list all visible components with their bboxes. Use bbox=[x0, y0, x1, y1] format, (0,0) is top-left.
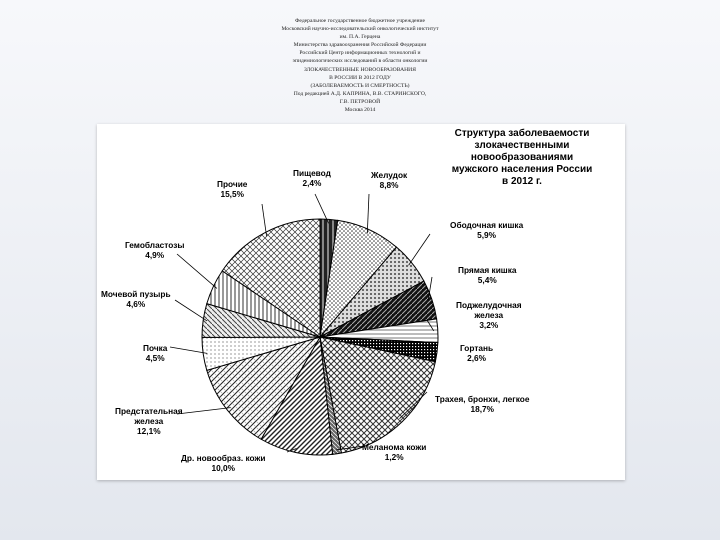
slice-label-value: 15,5% bbox=[220, 189, 244, 199]
header-line: Московский научно-исследовательский онкологический институт bbox=[281, 26, 439, 33]
slice-label-value: 4,6% bbox=[126, 299, 146, 309]
chart-title-line: мужского населения России bbox=[451, 164, 593, 175]
slice-label-value: 18,7% bbox=[470, 404, 494, 414]
slice-label-value: 5,9% bbox=[477, 230, 497, 240]
slice-label-value: 12,1% bbox=[137, 426, 161, 436]
slice-label-name: Трахея, бронхи, легкое bbox=[435, 394, 530, 404]
slice-label bbox=[125, 240, 184, 260]
slice-label bbox=[115, 406, 183, 436]
slice-label-value: 5,4% bbox=[477, 275, 497, 285]
header-line: Москва 2014 bbox=[344, 107, 376, 114]
slice-label-name: Желудок bbox=[371, 170, 408, 180]
header-line: Под редакцией А.Д. КАПРИНА, В.В. СТАРИНСКОГО, bbox=[293, 90, 427, 97]
slice-label-value: 2,6% bbox=[467, 353, 487, 363]
source-header bbox=[230, 17, 490, 114]
slice-label-name: Предстательная bbox=[115, 406, 183, 416]
slice-label bbox=[143, 343, 167, 363]
slice-label-name: Гемобластозы bbox=[125, 240, 185, 250]
slice-label-name: Почка bbox=[143, 343, 168, 353]
slice-label bbox=[362, 442, 426, 462]
slice-label-value: 8,8% bbox=[379, 180, 399, 190]
leader-line bbox=[177, 408, 231, 414]
slice-label-value: 3,2% bbox=[479, 320, 499, 330]
header-line: Федеральное государственное бюджетное учреждение bbox=[295, 18, 425, 24]
slice-label-name: Гортань bbox=[460, 343, 494, 353]
header-line: им. П.А. Герцена bbox=[339, 34, 381, 41]
slice-label-value: 2,4% bbox=[302, 178, 322, 188]
leader-line bbox=[170, 347, 207, 353]
slice-label-name: Пищевод bbox=[293, 168, 331, 178]
slice-label-value: 1,2% bbox=[384, 452, 404, 462]
header-line: Г.В. ПЕТРОВОЙ bbox=[339, 98, 381, 105]
chart-title-line: в 2012 г. bbox=[502, 176, 542, 187]
slice-label bbox=[217, 179, 247, 199]
header-line: Министерства здравоохранения Российской Федерации bbox=[293, 42, 427, 49]
chart-title-line: злокачественными новообразованиями bbox=[470, 140, 574, 163]
leader-line bbox=[409, 234, 430, 265]
header-line: эпидемиологических исследований в области онкологии bbox=[292, 58, 428, 65]
slice-label-value: 4,9% bbox=[145, 250, 165, 260]
slice-label bbox=[458, 265, 517, 285]
chart-panel bbox=[97, 124, 625, 480]
slice-label-name: Поджелудочная bbox=[456, 300, 522, 310]
slice-label bbox=[293, 168, 331, 188]
slice-label bbox=[181, 453, 265, 473]
slice-label-name: железа bbox=[474, 310, 504, 320]
header-line: ЗЛОКАЧЕСТВЕННЫЕ НОВООБРАЗОВАНИЯ bbox=[304, 66, 416, 73]
slice-label-value: 10,0% bbox=[211, 463, 235, 473]
slice-label bbox=[460, 343, 493, 363]
leader-line bbox=[367, 194, 369, 233]
slice-label-name: Прочие bbox=[217, 179, 248, 189]
slice-label-name: железа bbox=[134, 416, 164, 426]
slice-label-name: Мочевой пузырь bbox=[101, 289, 171, 299]
chart-title bbox=[427, 128, 617, 188]
slice-label-value: 4,5% bbox=[145, 353, 165, 363]
slice-label-name: Др. новообраз. кожи bbox=[181, 453, 266, 463]
slice-label bbox=[435, 394, 529, 414]
header-line: Российский Центр информационных технологий и bbox=[299, 50, 421, 57]
header-line: (ЗАБОЛЕВАЕМОСТЬ И СМЕРТНОСТЬ) bbox=[310, 82, 410, 89]
slice-label-name: Прямая кишка bbox=[458, 265, 517, 275]
slice-label-name: Меланома кожи bbox=[362, 442, 427, 452]
slice-label bbox=[371, 170, 407, 190]
leader-line bbox=[262, 204, 267, 236]
slice-label bbox=[450, 220, 523, 240]
leader-line bbox=[175, 300, 207, 321]
chart-title-line: Структура заболеваемости bbox=[454, 128, 590, 139]
slice-label bbox=[101, 289, 171, 309]
header-line: В РОССИИ В 2012 ГОДУ bbox=[329, 74, 391, 81]
slice-label bbox=[456, 300, 522, 330]
slice-label-name: Ободочная кишка bbox=[450, 220, 524, 230]
